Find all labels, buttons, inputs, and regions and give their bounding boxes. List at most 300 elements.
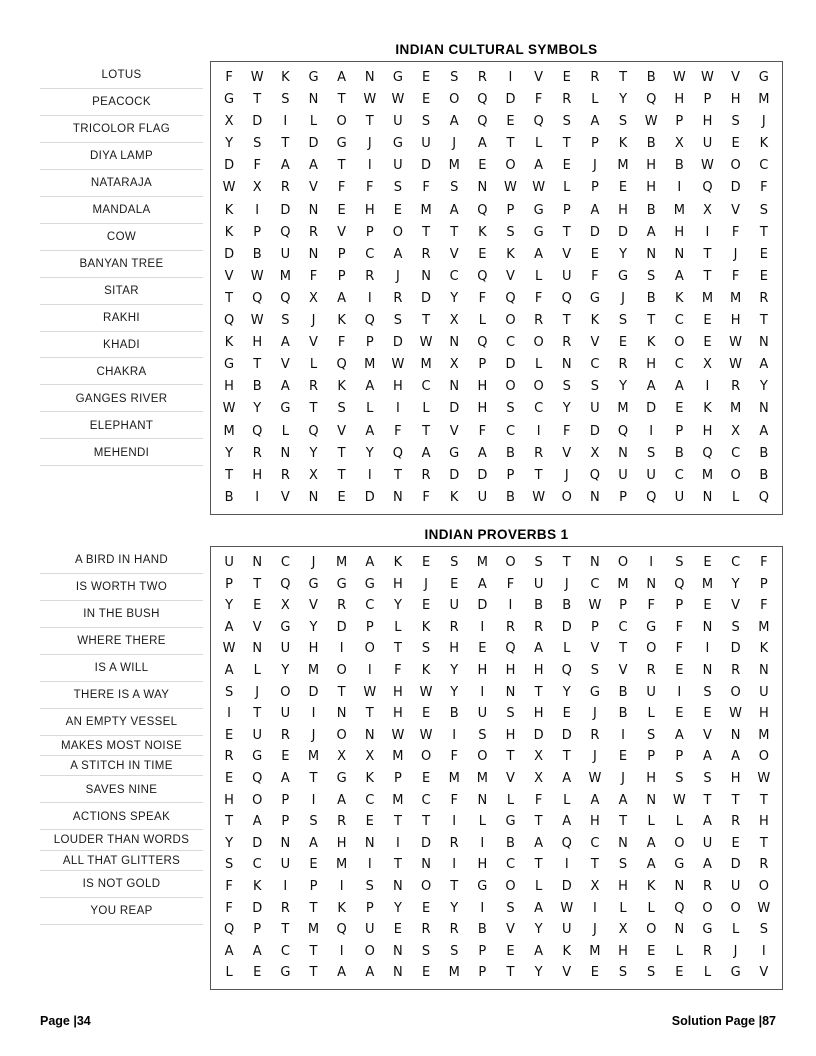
letter-cell[interactable]: W xyxy=(701,158,714,174)
letter-cell[interactable]: S xyxy=(703,684,712,700)
letter-cell[interactable]: A xyxy=(224,943,234,959)
letter-cell[interactable]: L xyxy=(731,922,740,938)
letter-cell[interactable]: K xyxy=(646,335,656,351)
letter-cell[interactable]: B xyxy=(224,489,234,505)
letter-cell[interactable]: W xyxy=(419,727,433,743)
letter-cell[interactable]: J xyxy=(395,268,400,284)
letter-cell[interactable]: H xyxy=(730,92,741,108)
letter-cell[interactable]: D xyxy=(421,835,432,851)
letter-cell[interactable]: V xyxy=(224,268,234,284)
letter-cell[interactable]: A xyxy=(534,900,544,916)
letter-cell[interactable]: E xyxy=(731,835,740,851)
letter-cell[interactable]: R xyxy=(224,749,234,765)
letter-cell[interactable]: M xyxy=(392,749,404,765)
letter-cell[interactable]: L xyxy=(422,401,430,417)
letter-cell[interactable]: L xyxy=(563,641,571,657)
letter-cell[interactable]: V xyxy=(506,770,515,786)
letter-cell[interactable]: T xyxy=(506,965,515,981)
letter-cell[interactable]: D xyxy=(421,158,432,174)
letter-cell[interactable]: T xyxy=(309,770,318,786)
word-list-item[interactable]: IN THE BUSH xyxy=(40,601,203,628)
letter-cell[interactable]: Y xyxy=(450,900,459,916)
letter-cell[interactable]: S xyxy=(590,662,600,678)
letter-cell[interactable]: K xyxy=(703,401,712,417)
letter-cell[interactable]: G xyxy=(533,224,544,240)
letter-cell[interactable]: L xyxy=(478,313,486,329)
letter-cell[interactable]: C xyxy=(674,357,684,373)
letter-cell[interactable]: O xyxy=(505,379,516,395)
letter-cell[interactable]: I xyxy=(367,857,372,873)
letter-cell[interactable]: M xyxy=(420,357,432,373)
letter-cell[interactable]: C xyxy=(674,313,684,329)
letter-cell[interactable]: W xyxy=(532,180,546,196)
letter-cell[interactable]: E xyxy=(703,598,712,614)
letter-cell[interactable]: L xyxy=(534,357,543,373)
letter-cell[interactable]: Q xyxy=(223,922,235,938)
letter-cell[interactable]: H xyxy=(308,641,319,657)
letter-cell[interactable]: N xyxy=(758,335,769,351)
word-list-item[interactable]: ALL THAT GLITTERS xyxy=(40,851,203,871)
letter-cell[interactable]: R xyxy=(449,835,459,851)
letter-cell[interactable]: M xyxy=(448,158,460,174)
letter-cell[interactable]: V xyxy=(562,246,572,262)
letter-cell[interactable]: E xyxy=(759,246,768,262)
letter-cell[interactable]: D xyxy=(533,727,544,743)
letter-cell[interactable]: O xyxy=(477,749,488,765)
letter-cell[interactable]: A xyxy=(534,835,544,851)
letter-cell[interactable]: S xyxy=(506,401,515,417)
letter-cell[interactable]: N xyxy=(590,555,600,570)
letter-cell[interactable]: M xyxy=(392,792,404,808)
letter-cell[interactable]: A xyxy=(759,357,769,373)
letter-cell[interactable]: A xyxy=(703,857,712,873)
letter-cell[interactable]: N xyxy=(280,835,291,851)
letter-cell[interactable]: W xyxy=(757,900,771,916)
letter-cell[interactable]: N xyxy=(252,555,263,570)
letter-cell[interactable]: X xyxy=(224,114,234,130)
letter-cell[interactable]: S xyxy=(562,114,571,130)
letter-cell[interactable]: D xyxy=(589,224,600,240)
letter-cell[interactable]: O xyxy=(617,555,629,570)
letter-cell[interactable]: P xyxy=(703,92,712,108)
letter-cell[interactable]: R xyxy=(280,180,290,196)
letter-cell[interactable]: I xyxy=(677,684,682,700)
letter-cell[interactable]: R xyxy=(618,357,628,373)
letter-cell[interactable]: V xyxy=(703,727,712,743)
letter-cell[interactable]: S xyxy=(337,401,346,417)
letter-cell[interactable]: J xyxy=(621,290,625,306)
letter-cell[interactable]: P xyxy=(365,335,374,351)
letter-cell[interactable]: G xyxy=(224,357,235,373)
letter-cell[interactable]: B xyxy=(562,598,572,614)
letter-cell[interactable]: A xyxy=(337,70,347,85)
letter-cell[interactable]: K xyxy=(337,900,346,916)
letter-cell[interactable]: Y xyxy=(619,246,628,262)
letter-cell[interactable]: A xyxy=(703,749,712,765)
letter-cell[interactable]: R xyxy=(646,662,656,678)
letter-cell[interactable]: R xyxy=(731,662,741,678)
letter-cell[interactable]: W xyxy=(560,900,574,916)
letter-cell[interactable]: P xyxy=(675,114,684,130)
letter-cell[interactable]: O xyxy=(730,467,741,483)
letter-cell[interactable]: Y xyxy=(393,900,402,916)
letter-cell[interactable]: S xyxy=(759,202,768,218)
letter-cell[interactable]: D xyxy=(561,878,572,894)
letter-cell[interactable]: T xyxy=(253,576,262,592)
letter-cell[interactable]: P xyxy=(562,202,571,218)
letter-cell[interactable]: O xyxy=(730,684,741,700)
letter-cell[interactable]: H xyxy=(252,335,263,351)
letter-cell[interactable]: K xyxy=(449,489,459,505)
letter-cell[interactable]: T xyxy=(422,423,431,439)
letter-cell[interactable]: B xyxy=(618,684,628,700)
letter-cell[interactable]: V xyxy=(309,335,318,351)
letter-cell[interactable]: E xyxy=(506,114,515,130)
letter-cell[interactable]: E xyxy=(675,662,684,678)
letter-cell[interactable]: M xyxy=(448,770,460,786)
letter-cell[interactable]: R xyxy=(702,943,712,959)
letter-cell[interactable]: C xyxy=(280,943,290,959)
letter-cell[interactable]: A xyxy=(365,379,375,395)
letter-cell[interactable]: W xyxy=(588,770,602,786)
letter-cell[interactable]: D xyxy=(730,180,741,196)
letter-cell[interactable]: W xyxy=(363,92,377,108)
letter-cell[interactable]: F xyxy=(225,878,233,894)
letter-cell[interactable]: E xyxy=(590,965,599,981)
letter-cell[interactable]: M xyxy=(307,922,320,938)
letter-cell[interactable]: E xyxy=(450,576,459,592)
letter-cell[interactable]: A xyxy=(365,555,375,570)
letter-cell[interactable]: U xyxy=(365,922,375,938)
letter-cell[interactable]: T xyxy=(534,814,543,830)
letter-cell[interactable]: W xyxy=(419,684,433,700)
letter-cell[interactable]: T xyxy=(703,246,712,262)
letter-cell[interactable]: L xyxy=(675,943,683,959)
letter-cell[interactable]: I xyxy=(705,641,710,657)
letter-cell[interactable]: V xyxy=(309,598,318,614)
letter-cell[interactable]: U xyxy=(224,555,234,570)
letter-cell[interactable]: Y xyxy=(534,965,543,981)
letter-cell[interactable]: Q xyxy=(223,313,235,329)
letter-cell[interactable]: S xyxy=(731,619,740,635)
letter-cell[interactable]: E xyxy=(224,727,234,743)
letter-cell[interactable]: I xyxy=(395,835,400,851)
letter-cell[interactable]: M xyxy=(336,555,348,570)
letter-cell[interactable]: Y xyxy=(365,445,374,461)
letter-cell[interactable]: N xyxy=(505,684,516,700)
letter-cell[interactable]: S xyxy=(450,180,459,196)
letter-cell[interactable]: R xyxy=(421,467,431,483)
letter-cell[interactable]: U xyxy=(646,467,656,483)
letter-cell[interactable]: D xyxy=(477,598,488,614)
letter-cell[interactable]: N xyxy=(421,857,431,873)
letter-cell[interactable]: N xyxy=(702,489,713,505)
letter-cell[interactable]: X xyxy=(449,357,459,373)
letter-cell[interactable]: B xyxy=(506,445,515,461)
letter-cell[interactable]: K xyxy=(759,641,769,657)
letter-cell[interactable]: R xyxy=(421,246,431,262)
letter-cell[interactable]: T xyxy=(309,943,318,959)
letter-cell[interactable]: N xyxy=(477,180,488,196)
letter-cell[interactable]: M xyxy=(701,576,714,592)
letter-cell[interactable]: P xyxy=(365,900,374,916)
word-list-item[interactable]: IS NOT GOLD xyxy=(40,871,203,898)
letter-cell[interactable]: L xyxy=(647,706,655,722)
letter-cell[interactable]: I xyxy=(564,857,569,873)
letter-cell[interactable]: A xyxy=(590,792,600,808)
letter-cell[interactable]: H xyxy=(477,401,488,417)
letter-cell[interactable]: A xyxy=(280,158,290,174)
letter-cell[interactable]: O xyxy=(533,379,544,395)
letter-cell[interactable]: K xyxy=(562,943,572,959)
letter-cell[interactable]: N xyxy=(393,878,403,894)
letter-cell[interactable]: O xyxy=(280,684,291,700)
letter-cell[interactable]: E xyxy=(253,965,262,981)
letter-cell[interactable]: D xyxy=(589,423,600,439)
letter-cell[interactable]: T xyxy=(393,857,402,873)
letter-cell[interactable]: T xyxy=(647,313,656,329)
letter-cell[interactable]: N xyxy=(308,489,319,505)
letter-cell[interactable]: H xyxy=(758,706,769,722)
letter-cell[interactable]: T xyxy=(619,814,628,830)
letter-cell[interactable]: V xyxy=(731,70,741,85)
letter-cell[interactable]: P xyxy=(365,224,374,240)
letter-cell[interactable]: Y xyxy=(759,379,768,395)
letter-cell[interactable]: Y xyxy=(225,445,234,461)
letter-cell[interactable]: H xyxy=(224,792,234,808)
letter-cell[interactable]: I xyxy=(761,943,766,959)
letter-cell[interactable]: I xyxy=(255,489,260,505)
letter-cell[interactable]: G xyxy=(505,814,516,830)
letter-cell[interactable]: R xyxy=(590,70,600,85)
letter-cell[interactable]: H xyxy=(618,943,628,959)
letter-cell[interactable]: S xyxy=(759,922,768,938)
word-list-item[interactable]: LOTUS xyxy=(40,62,203,89)
letter-cell[interactable]: N xyxy=(364,727,375,743)
letter-cell[interactable]: R xyxy=(280,727,290,743)
letter-cell[interactable]: E xyxy=(393,922,403,938)
letter-cell[interactable]: C xyxy=(449,268,459,284)
letter-cell[interactable]: N xyxy=(758,662,769,678)
letter-cell[interactable]: C xyxy=(731,445,741,461)
letter-cell[interactable]: T xyxy=(225,290,234,306)
letter-cell[interactable]: X xyxy=(534,770,544,786)
letter-cell[interactable]: O xyxy=(646,922,657,938)
letter-cell[interactable]: A xyxy=(477,136,487,152)
letter-cell[interactable]: Q xyxy=(477,335,488,351)
letter-cell[interactable]: W xyxy=(504,180,517,196)
letter-cell[interactable]: R xyxy=(534,619,544,635)
letter-cell[interactable]: E xyxy=(759,268,768,284)
letter-cell[interactable]: C xyxy=(252,857,262,873)
letter-cell[interactable]: O xyxy=(505,313,516,329)
letter-cell[interactable]: A xyxy=(759,423,769,439)
letter-cell[interactable]: U xyxy=(562,268,572,284)
letter-cell[interactable]: N xyxy=(308,246,319,262)
letter-cell[interactable]: L xyxy=(591,92,599,108)
letter-cell[interactable]: F xyxy=(478,290,487,306)
letter-cell[interactable]: D xyxy=(421,290,432,306)
letter-cell[interactable]: V xyxy=(449,246,459,262)
letter-cell[interactable]: J xyxy=(592,749,597,765)
letter-cell[interactable]: K xyxy=(224,335,234,351)
letter-cell[interactable]: D xyxy=(646,401,657,417)
letter-cell[interactable]: E xyxy=(590,246,599,262)
letter-cell[interactable]: L xyxy=(253,662,261,678)
letter-cell[interactable]: F xyxy=(450,749,458,765)
letter-cell[interactable]: Q xyxy=(280,290,291,306)
letter-cell[interactable]: E xyxy=(421,555,431,570)
letter-cell[interactable]: C xyxy=(674,467,684,483)
letter-cell[interactable]: F xyxy=(450,792,458,808)
letter-cell[interactable]: L xyxy=(225,965,233,981)
letter-cell[interactable]: R xyxy=(562,92,572,108)
letter-cell[interactable]: E xyxy=(675,401,684,417)
letter-cell[interactable]: T xyxy=(225,814,234,830)
letter-cell[interactable]: X xyxy=(590,445,600,461)
letter-cell[interactable]: T xyxy=(337,467,346,483)
letter-cell[interactable]: R xyxy=(702,878,712,894)
letter-cell[interactable]: M xyxy=(617,401,629,417)
letter-cell[interactable]: T xyxy=(422,814,431,830)
letter-cell[interactable]: O xyxy=(252,792,263,808)
letter-cell[interactable]: I xyxy=(311,706,316,722)
letter-cell[interactable]: F xyxy=(422,180,430,196)
letter-cell[interactable]: E xyxy=(731,136,740,152)
letter-cell[interactable]: O xyxy=(336,727,347,743)
letter-cell[interactable]: I xyxy=(480,684,485,700)
letter-cell[interactable]: V xyxy=(590,335,600,351)
letter-cell[interactable]: F xyxy=(394,662,402,678)
letter-cell[interactable]: Q xyxy=(336,357,347,373)
letter-cell[interactable]: X xyxy=(365,749,375,765)
letter-cell[interactable]: H xyxy=(252,467,263,483)
letter-cell[interactable]: U xyxy=(674,489,685,505)
letter-cell[interactable]: R xyxy=(759,290,769,306)
letter-cell[interactable]: L xyxy=(647,814,655,830)
letter-cell[interactable]: R xyxy=(280,467,290,483)
letter-cell[interactable]: G xyxy=(308,70,319,85)
letter-cell[interactable]: G xyxy=(730,965,741,981)
letter-cell[interactable]: V xyxy=(731,202,741,218)
letter-cell[interactable]: E xyxy=(224,770,234,786)
letter-cell[interactable]: D xyxy=(224,246,235,262)
letter-cell[interactable]: G xyxy=(674,857,685,873)
letter-cell[interactable]: T xyxy=(337,92,346,108)
letter-cell[interactable]: Y xyxy=(619,379,628,395)
letter-cell[interactable]: Q xyxy=(702,180,713,196)
letter-cell[interactable]: M xyxy=(364,357,376,373)
letter-cell[interactable]: E xyxy=(337,202,346,218)
letter-cell[interactable]: W xyxy=(729,335,743,351)
letter-cell[interactable]: U xyxy=(280,857,291,873)
letter-cell[interactable]: Q xyxy=(561,662,572,678)
word-list-item[interactable]: DIYA LAMP xyxy=(40,143,203,170)
letter-cell[interactable]: J xyxy=(255,684,260,700)
letter-cell[interactable]: D xyxy=(561,619,572,635)
letter-cell[interactable]: L xyxy=(703,965,712,981)
letter-cell[interactable]: S xyxy=(647,965,656,981)
letter-cell[interactable]: O xyxy=(336,662,347,678)
letter-cell[interactable]: N xyxy=(646,246,657,262)
letter-cell[interactable]: X xyxy=(674,136,684,152)
letter-cell[interactable]: N xyxy=(449,379,460,395)
letter-cell[interactable]: X xyxy=(309,467,318,483)
letter-cell[interactable]: E xyxy=(421,706,431,722)
letter-cell[interactable]: X xyxy=(618,922,628,938)
letter-cell[interactable]: C xyxy=(505,857,516,873)
letter-cell[interactable]: A xyxy=(731,749,741,765)
letter-cell[interactable]: H xyxy=(393,576,403,592)
letter-cell[interactable]: A xyxy=(477,445,487,461)
letter-cell[interactable]: O xyxy=(336,114,347,130)
letter-cell[interactable]: E xyxy=(618,335,628,351)
letter-cell[interactable]: J xyxy=(564,467,569,483)
letter-cell[interactable]: P xyxy=(253,922,262,938)
letter-cell[interactable]: F xyxy=(225,70,233,85)
letter-cell[interactable]: U xyxy=(618,467,628,483)
letter-cell[interactable]: E xyxy=(421,965,431,981)
letter-cell[interactable]: V xyxy=(337,224,347,240)
letter-cell[interactable]: A xyxy=(280,770,290,786)
letter-cell[interactable]: H xyxy=(393,706,403,722)
letter-cell[interactable]: M xyxy=(448,965,460,981)
letter-cell[interactable]: K xyxy=(646,878,656,894)
letter-cell[interactable]: T xyxy=(534,684,543,700)
letter-cell[interactable]: Q xyxy=(252,423,263,439)
letter-cell[interactable]: V xyxy=(562,965,572,981)
word-list-item[interactable]: WHERE THERE xyxy=(40,628,203,655)
letter-cell[interactable]: F xyxy=(253,158,261,174)
letter-cell[interactable]: F xyxy=(337,335,346,351)
letter-cell[interactable]: L xyxy=(309,357,318,373)
letter-cell[interactable]: A xyxy=(674,727,684,743)
letter-cell[interactable]: C xyxy=(590,357,600,373)
letter-cell[interactable]: R xyxy=(308,379,319,395)
letter-cell[interactable]: U xyxy=(477,489,488,505)
letter-cell[interactable]: S xyxy=(450,70,459,85)
letter-cell[interactable]: T xyxy=(590,857,599,873)
letter-cell[interactable]: B xyxy=(759,467,769,483)
letter-cell[interactable]: Y xyxy=(450,290,459,306)
letter-cell[interactable]: K xyxy=(365,770,375,786)
letter-cell[interactable]: K xyxy=(618,136,628,152)
letter-cell[interactable]: O xyxy=(533,335,544,351)
letter-cell[interactable]: M xyxy=(758,727,770,743)
letter-cell[interactable]: A xyxy=(618,792,628,808)
letter-cell[interactable]: D xyxy=(224,158,235,174)
letter-cell[interactable]: T xyxy=(562,555,571,570)
letter-cell[interactable]: U xyxy=(590,401,600,417)
letter-cell[interactable]: A xyxy=(449,202,459,218)
letter-cell[interactable]: T xyxy=(281,922,290,938)
letter-cell[interactable]: L xyxy=(309,114,318,130)
letter-cell[interactable]: Q xyxy=(589,467,601,483)
letter-cell[interactable]: U xyxy=(252,727,262,743)
letter-cell[interactable]: W xyxy=(532,489,546,505)
letter-cell[interactable]: U xyxy=(280,641,291,657)
letter-cell[interactable]: S xyxy=(450,555,459,570)
letter-cell[interactable]: H xyxy=(336,835,347,851)
letter-cell[interactable]: M xyxy=(617,576,629,592)
letter-cell[interactable]: W xyxy=(588,598,602,614)
letter-cell[interactable]: B xyxy=(477,922,487,938)
letter-cell[interactable]: I xyxy=(649,555,654,570)
letter-cell[interactable]: E xyxy=(562,158,571,174)
letter-cell[interactable]: B xyxy=(506,835,515,851)
letter-cell[interactable]: N xyxy=(702,619,713,635)
letter-cell[interactable]: Y xyxy=(309,445,318,461)
